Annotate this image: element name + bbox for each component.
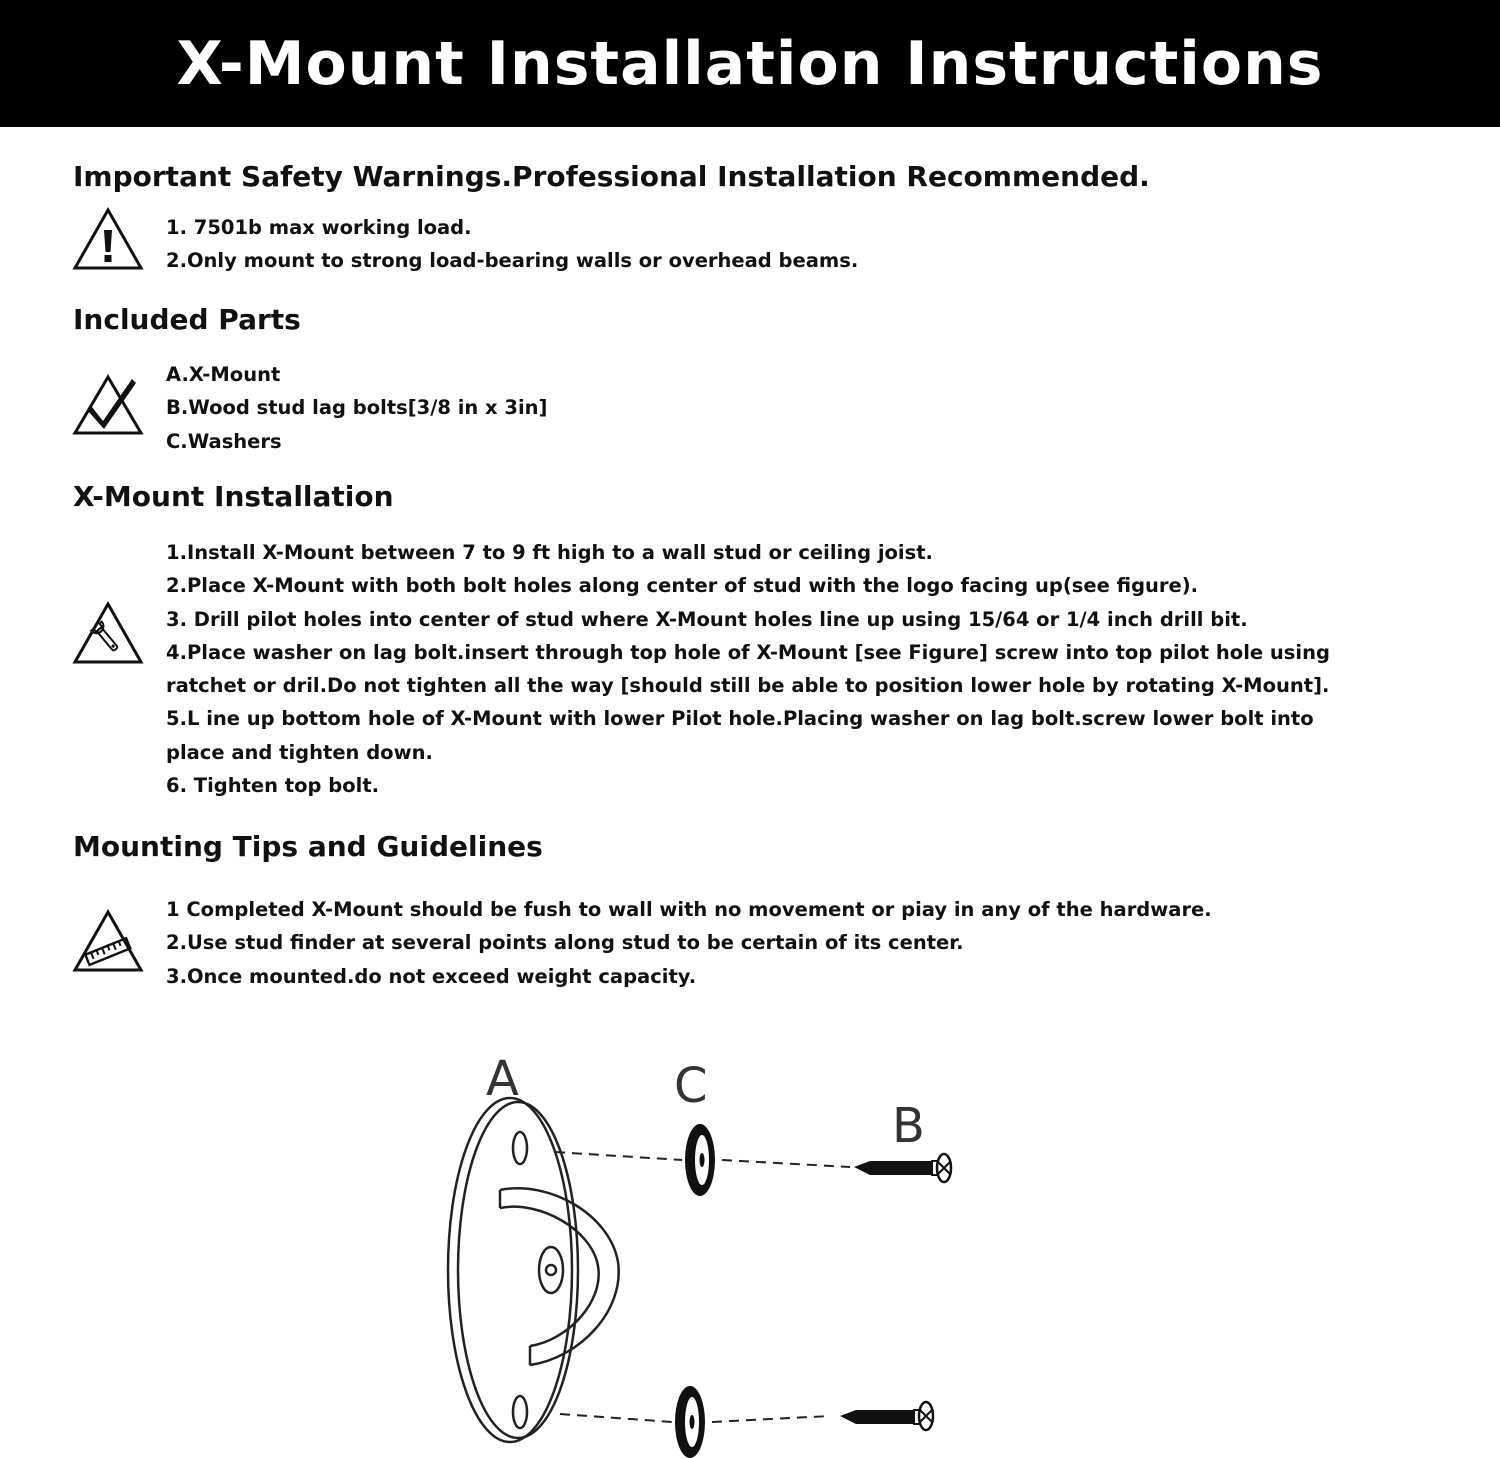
list-item: 1 Completed X-Mount should be fush to wall with no movement or piay in any of the hardware. bbox=[166, 898, 1212, 921]
list-item: 3.Once mounted.do not exceed weight capacity. bbox=[166, 964, 697, 988]
safety-warnings-title: Important Safety Warnings.Professional Installation Recommended. bbox=[73, 160, 1150, 193]
mounting-tips-list bbox=[166, 893, 1366, 993]
checkmark-triangle-icon bbox=[72, 371, 144, 437]
list-item: B.Wood stud lag bolts[3/8 in x 3in] bbox=[166, 396, 548, 420]
installation-steps-list bbox=[166, 536, 1366, 802]
list-item: 2.Place X-Mount with both bolt holes along center of stud with the logo facing up(see figure). bbox=[166, 574, 1199, 598]
safety-warnings-list bbox=[166, 211, 1366, 278]
title-banner bbox=[0, 0, 1500, 127]
label-b: B bbox=[892, 1098, 925, 1154]
list-item: A.X-Mount bbox=[166, 363, 281, 386]
included-parts-list bbox=[166, 358, 1366, 458]
page-title: X-Mount Installation Instructions bbox=[176, 28, 1324, 99]
ruler-triangle-icon bbox=[72, 908, 144, 974]
list-item: 1.Install X-Mount between 7 to 9 ft high to a wall stud or ceiling joist. bbox=[166, 541, 933, 564]
list-item: 2.Use stud finder at several points along stud to be certain of its center. bbox=[166, 931, 964, 955]
washer-bottom bbox=[675, 1386, 705, 1458]
list-item: 4.Place washer on lag bolt.insert through top hole of X-Mount [see Figure] screw into top pilot hole using bbox=[166, 640, 1330, 664]
list-item: ratchet or dril.Do not tighten all the way [should still be able to position lower hole by rotating X-Mount]. bbox=[166, 674, 1330, 698]
label-c: C bbox=[674, 1058, 708, 1114]
lag-bolt-bottom bbox=[840, 1402, 933, 1430]
assembly-diagram bbox=[420, 1040, 1040, 1459]
x-mount-plate bbox=[448, 1098, 619, 1442]
list-item: 2.Only mount to strong load-bearing walls or overhead beams. bbox=[166, 249, 859, 273]
label-a: A bbox=[486, 1051, 519, 1107]
list-item: C.Washers bbox=[166, 429, 282, 453]
wrench-triangle-icon bbox=[72, 600, 144, 666]
installation-title: X-Mount Installation bbox=[73, 480, 394, 513]
list-item: place and tighten down. bbox=[166, 740, 433, 764]
lag-bolt-top bbox=[854, 1154, 951, 1182]
list-item: 6. Tighten top bolt. bbox=[166, 774, 380, 798]
list-item: 5.L ine up bottom hole of X-Mount with lower Pilot hole.Placing washer on lag bolt.screw lower bolt into bbox=[166, 707, 1314, 731]
list-item: 3. Drill pilot holes into center of stud where X-Mount holes line up using 15/64 or 1/4 inch drill bit. bbox=[166, 607, 1248, 631]
included-parts-title: Included Parts bbox=[73, 303, 301, 336]
washer-top bbox=[685, 1124, 715, 1196]
list-item: 1. 7501b max working load. bbox=[166, 216, 472, 239]
warning-exclamation-icon bbox=[72, 206, 144, 272]
mounting-tips-title: Mounting Tips and Guidelines bbox=[73, 830, 543, 863]
